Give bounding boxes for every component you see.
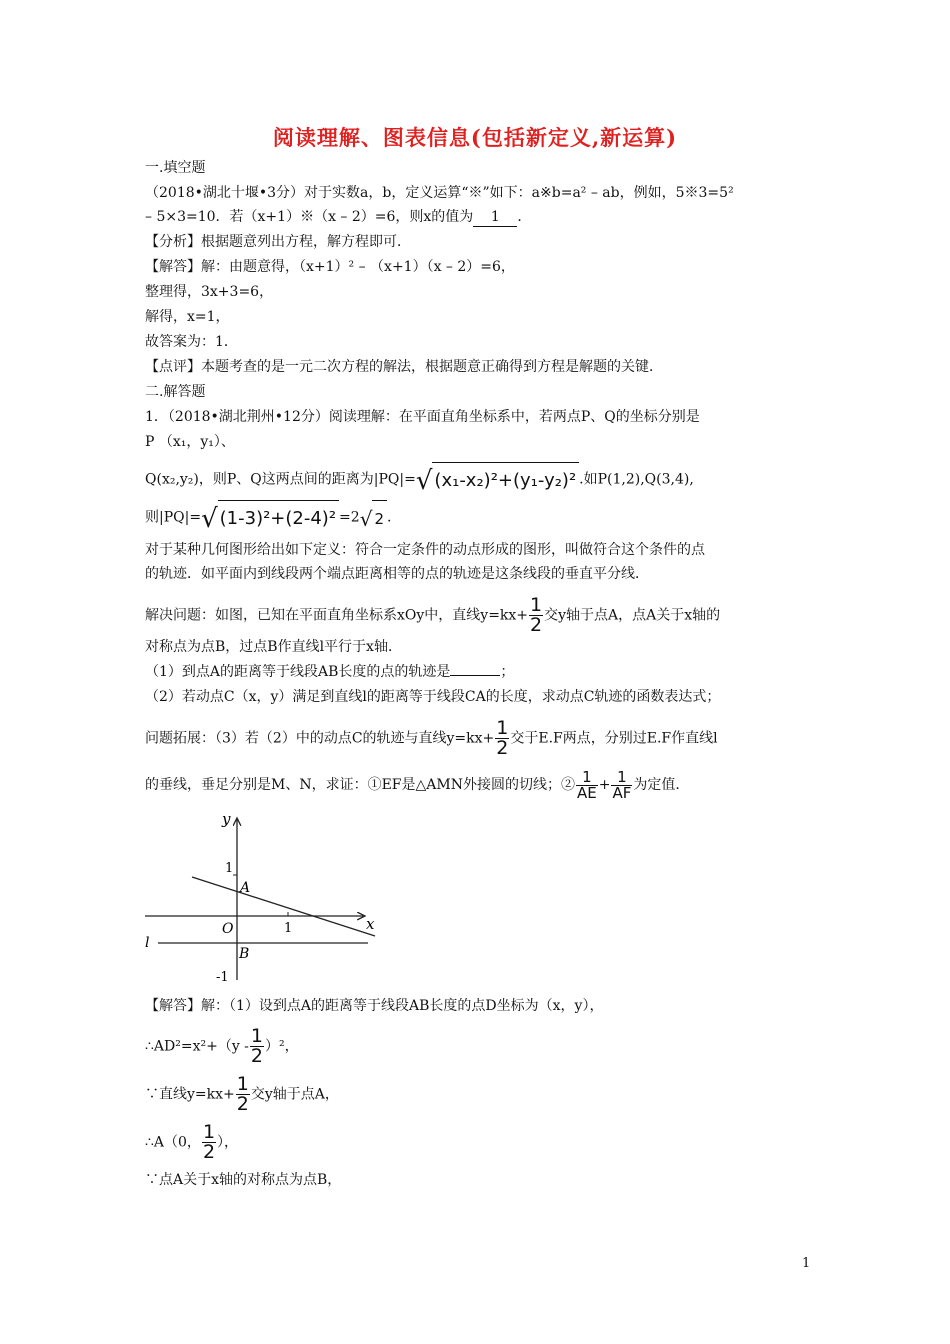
- fraction-one-half: $\frac{1}{2}$: [202, 1121, 216, 1163]
- question-2: （2）若动点C（x，y）满足到直线l的距离等于线段CA的长度，求动点C轨迹的函数表达式；: [145, 689, 721, 705]
- distance-formula-line: Q(x₂,y₂)，则P、Q这两点间的距离为|PQ|=√ (x₁-x₂)²+(y₁-y₂)² .如P(1,2),Q(3,4),: [145, 462, 694, 497]
- solution-line: 解得，x=1，: [145, 309, 230, 325]
- problem-line: 1．（2018•湖北荆州•12分）阅读理解：在平面直角坐标系中，若两点P、Q的坐标分别是: [145, 409, 700, 425]
- question-1: （1）到点A的距离等于线段AB长度的点的轨迹是 ；: [145, 664, 515, 680]
- question-3-line: 问题拓展：（3）若（2）中的动点C的轨迹与直线y=kx+ $\frac{1}{2}$ 交于E.F两点，分别过E.F作直线l: [145, 717, 718, 759]
- fraction-one-half: $\frac{1}{2}$: [496, 717, 509, 759]
- comment-line: 【点评】本题考查的是一元二次方程的解法，根据题意正确得到方程是解题的关键．: [145, 359, 663, 375]
- x-axis-label: x: [366, 915, 375, 933]
- point-b-label: B: [239, 946, 250, 962]
- fraction-one-half: $\frac{1}{2}$: [250, 1025, 264, 1067]
- y-one-label: 1: [225, 861, 234, 876]
- solution-line: 整理得，3x+3=6，: [145, 284, 274, 300]
- fraction-one-half: $\frac{1}{2}$: [236, 1073, 249, 1115]
- problem-line: 对称点为点B，过点B作直线l平行于x轴．: [145, 639, 402, 655]
- section-heading-fill-blank: 一.填空题: [145, 160, 206, 176]
- page-number: 1: [802, 1256, 811, 1271]
- definition-line: 对于某种几何图形给出如下定义：符合一定条件的动点形成的图形，叫做符合这个条件的点: [145, 542, 705, 558]
- fraction-1-over-af: $\frac{1}{AF}$: [612, 767, 632, 802]
- analysis-line: 【分析】根据题意列出方程，解方程即可．: [145, 234, 411, 250]
- solution-line: 故答案为：1．: [145, 334, 238, 350]
- solution-line: ∴A（0， $\frac{1}{2}$ ），: [145, 1121, 239, 1163]
- point-a-label: A: [240, 880, 251, 896]
- distance-example-line: 则|PQ|=√ (1-3)²+(2-4)² =2√ 2 .: [145, 500, 391, 535]
- section-heading-answer: 二.解答题: [145, 384, 206, 400]
- sqrt-small: √ 2: [360, 500, 387, 535]
- coordinate-figure: [140, 808, 390, 988]
- problem-line: P （x₁，y₁）、: [145, 434, 235, 450]
- sqrt-formula: √ (1-3)²+(2-4)²: [201, 500, 339, 535]
- y-axis-label: y: [222, 810, 231, 828]
- line-l-label: l: [145, 935, 150, 951]
- solution-line: ∴AD²=x²+（y - $\frac{1}{2}$ ）²，: [145, 1025, 299, 1067]
- fraction-1-over-ae: $\frac{1}{AE}$: [576, 767, 597, 802]
- question-line: （2018•湖北十堰•3分）对于实数a，b，定义运算“※”如下：a※b=a² – ab，例如，5※3=5²: [145, 185, 734, 201]
- x-one-label: 1: [284, 921, 293, 936]
- fraction-one-half: $\frac{1}{2}$: [530, 594, 543, 636]
- sqrt-formula: √ (x₁-x₂)²+(y₁-y₂)²: [416, 462, 579, 497]
- definition-line: 的轨迹．如平面内到线段两个端点距离相等的点的轨迹是这条线段的垂直平分线．: [145, 566, 649, 582]
- solution-line: ∵直线y=kx+ $\frac{1}{2}$ 交y轴于点A，: [145, 1073, 339, 1115]
- minus-one-label: -1: [216, 970, 229, 985]
- solution-line: ∵点A关于x轴的对称点为点B，: [145, 1172, 342, 1188]
- question-3-line: 的垂线，垂足分别是M、N，求证：①EF是△AMN外接圆的切线；② $\frac{1}{AE}$ + $\frac{1}{AF}$ 为定值．: [145, 767, 690, 802]
- answer-blank: 1: [473, 208, 517, 227]
- page-title: 阅读理解、图表信息(包括新定义,新运算): [272, 125, 678, 150]
- origin-label: O: [222, 921, 234, 937]
- solution-line: 【解答】解：（1）设到点A的距离等于线段AB长度的点D坐标为（x，y），: [145, 998, 604, 1014]
- question-line: – 5×3=10．若（x+1）※（x – 2）=6，则x的值为 1 ．: [145, 209, 532, 225]
- problem-statement-line: 解决问题：如图，已知在平面直角坐标系xOy中，直线y=kx+ $\frac{1}{2}$ 交y轴于点A，点A关于x轴的: [145, 594, 721, 636]
- solution-line: 【解答】解：由题意得，（x+1）² – （x+1）（x – 2）=6，: [145, 259, 515, 275]
